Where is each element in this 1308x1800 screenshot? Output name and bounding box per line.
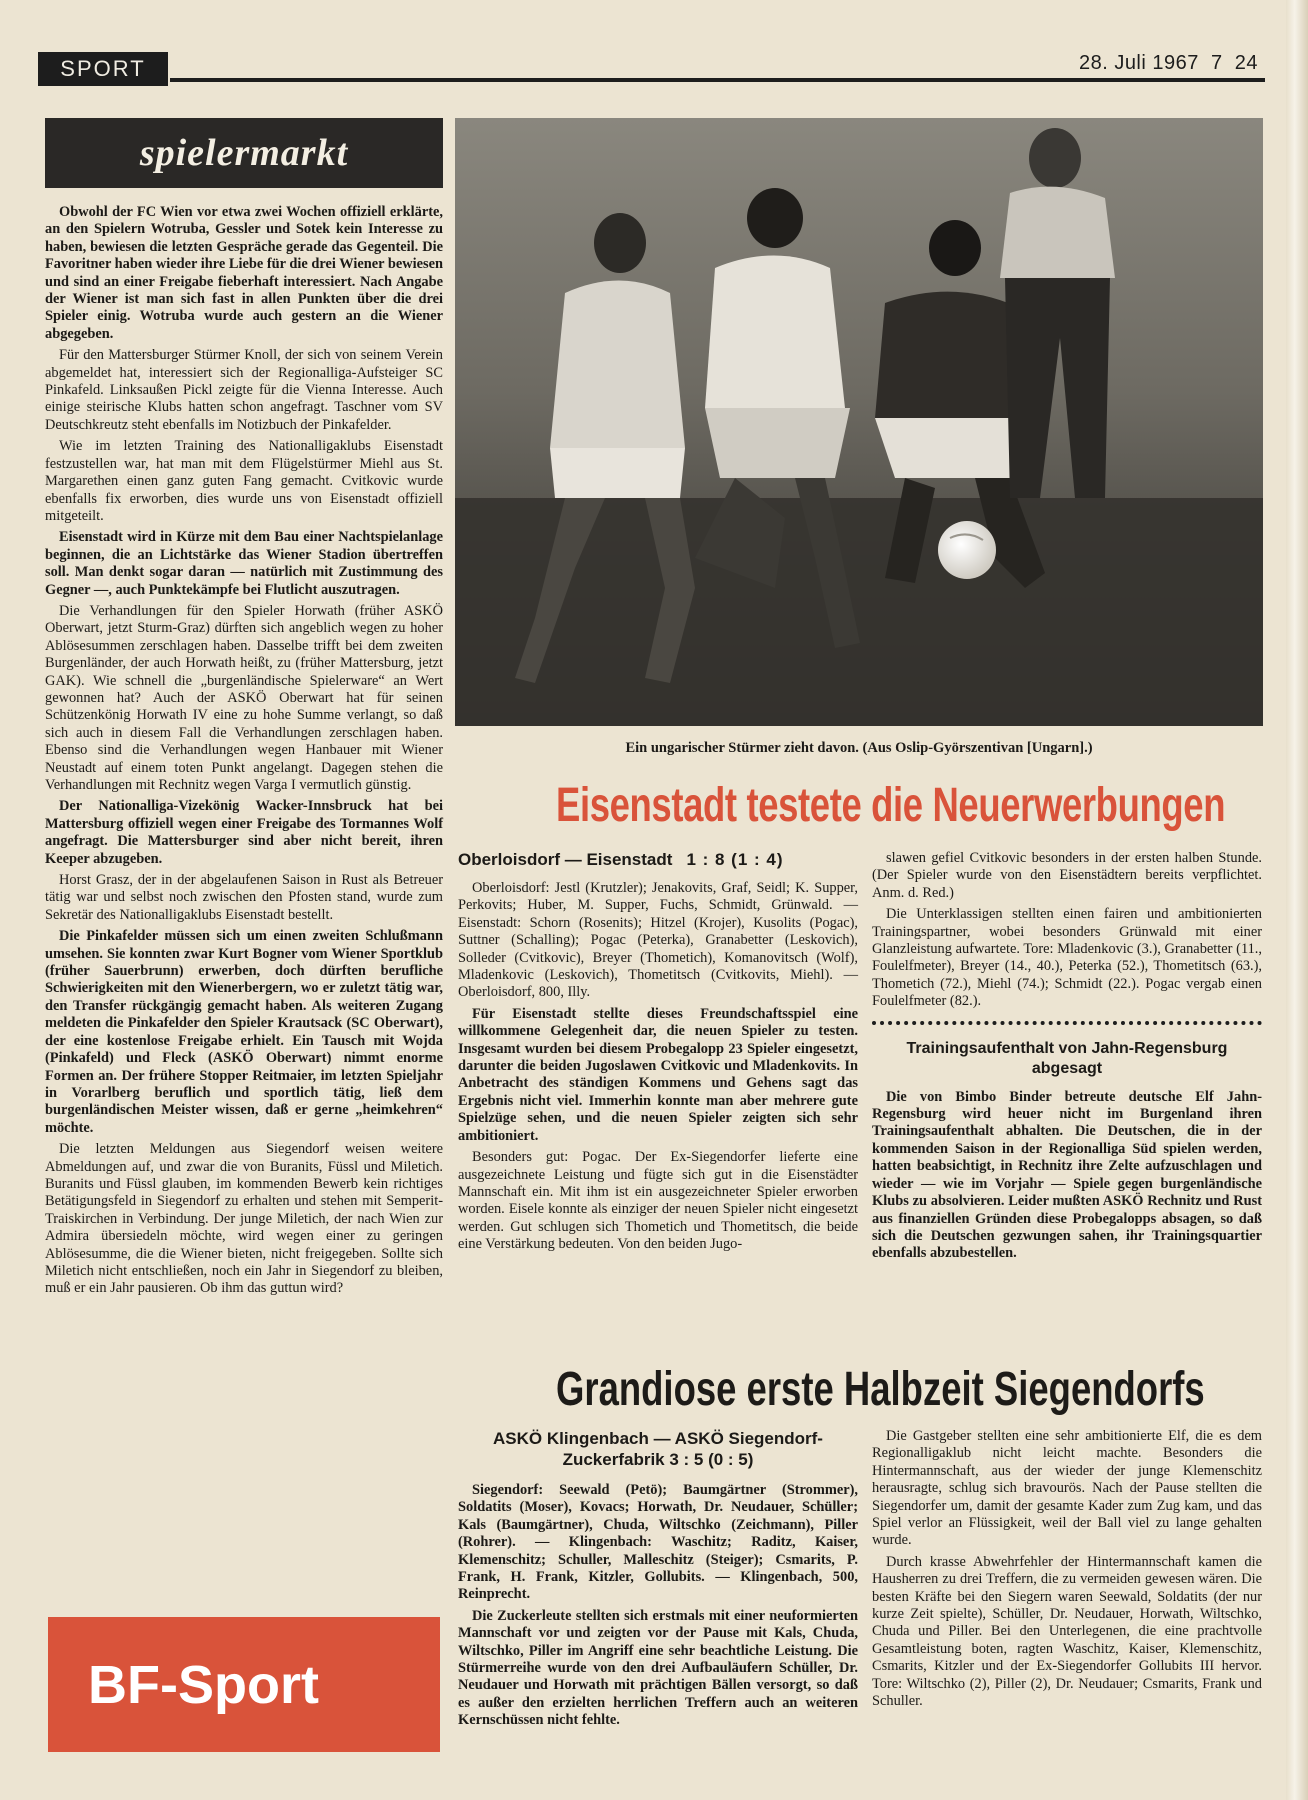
paragraph: Die Zuckerleute stellten sich erstmals mit einer neuformierten Mannschaft vor und zeigten vor der Pause mit Kals, Chuda, Wiltschko, Piller im Angriff eine sehr beachtliche Leistung. Die Stürmerreihe wurde von den drei Aufbauläufern Schüller, Dr. Neudauer und Horwath mit prächtigen Bällen versorgt, so daß es außer den erzielten herrlichen Treffern auch an weiteren Kernschüssen nicht fehlte. [458, 1607, 858, 1729]
spielermarkt-column [45, 118, 443, 1302]
paragraph: Horst Grasz, der in der abgelaufenen Saison in Rust als Betreuer tätig war und selbst noch zwischen den Pfosten stand, wurde zum Sekretär des Nationalligaklubs Eisenstadt bestellt. [45, 872, 443, 923]
section-tag: SPORT [38, 52, 168, 86]
article1-column-1 [458, 850, 858, 1258]
paragraph: Für Eisenstadt stellte dieses Freundschaftsspiel eine willkommene Gelegenheit dar, die neuen Spieler zu testen. Insgesamt wurden bei diesem Probegalopp 23 Spieler eingesetzt, darunter die beiden Jugoslawen Cvitkovic und Mladenkovits. In Anbetracht des ständigen Kommens und Gehens sagt das Ergebnis nicht viel. Immerhin konnte man aber mehrere gute Spielzüge sehen, und die neuen Spieler zeigten sich sehr ambitioniert. [458, 1005, 858, 1144]
article3-body-2 [872, 1428, 1262, 1711]
dotted-divider [872, 1021, 1262, 1025]
match-line-1: ASKÖ Klingenbach — ASKÖ Siegendorf- [493, 1429, 823, 1448]
paragraph: Eisenstadt wird in Kürze mit dem Bau einer Nachtspielanlage beginnen, die an Lichtstärke das Wiener Stadion übertreffen soll. Man denkt sogar daran — natürlich mit Zustimmung des Gegner —, auch Punktekämpfe bei Flutlicht auszutragen. [45, 529, 443, 598]
page-marker: 7 [1211, 52, 1223, 74]
article3-column-2 [872, 1428, 1262, 1715]
paragraph: Oberloisdorf: Jestl (Krutzler); Jenakovits, Graf, Seidl; K. Supper, Perkovits; Huber, M. Supper, Fuchs, Schmidt, Grünwald. — Eisenstadt: Schorn (Rosenits); Hitzel (Krojer), Kusolits (Pogac), Suttner (Schalling); Pogac (Peterka), Granabetter (Leskovich), Solleder (Cvitkovic), Breyer (Thometich), Komanovitsch (Wolf), Mladenkovic (Leskovich), Thometitsch (Cvitkovits, Miehl). — Oberloisdorf, 800, Illy. [458, 880, 858, 1001]
article3-column-1 [458, 1428, 858, 1734]
article1-body-2 [872, 850, 1262, 1011]
paragraph: Wie im letzten Training des Nationalligaklubs Eisenstadt festzustellen war, hat man mit dem Flügelstürmer Miehl aus St. Margarethen einen ganz guten Fang gemacht. Cvitkovic wurde ebenfalls fix erworben, dies wurde uns von Eisenstadt offiziell mitgeteilt. [45, 438, 443, 524]
paragraph: slawen gefiel Cvitkovic besonders in der ersten halben Stunde. (Der Spieler wurde von den Eisenstädtern bereits verpflichtet. Anm. d. Red.) [872, 850, 1262, 901]
paragraph: Siegendorf: Seewald (Petö); Baumgärtner (Strommer), Soldatits (Moser), Kovacs; Horwath, Dr. Neudauer, Schüller; Kals (Baumgärtner), Chuda, Wiltschko (Zeichmann), Piller (Rohrer). — Klingenbach: Waschitz; Raditz, Kaiser, Klemenschitz; Schuller, Malleschitz (Steiger); Csmarits, P. Frank, H. Frank, Kitzler, Gollubits. — Klingenbach, 500, Reinprecht. [458, 1482, 858, 1603]
page-binding-edge [1286, 0, 1308, 1800]
header-date [1079, 52, 1258, 75]
match-score-block [458, 1428, 858, 1470]
match-photo [455, 118, 1263, 726]
spielermarkt-heading [45, 118, 443, 188]
paragraph: Die Unterklassigen stellten einen fairen und ambitionierten Trainingspartner, wobei besonders Grünwald mit einer Glanzleistung aufwartete. Tore: Mladenkovic (3.), Granabetter (11., Foulelfmeter), Breyer (14., 40.), Peterka (52.), Thometitsch (63.), Thometich (72.), Miehl (74.); Schmidt (22.). Pogac vergab einen Foulelfmeter (82.). [872, 906, 1262, 1010]
photo-illustration [455, 118, 1263, 726]
paragraph: Für den Mattersburger Stürmer Knoll, der sich von seinem Verein abgemeldet hat, interessiert sich der Regionalliga-Aufsteiger SC Pinkafeld. Linksaußen Pickl zeigte für die Vienna Interesse. Auch einige steirische Klubs hatten schon angefragt. Taschner vom SV Deutschkreutz steht ebenfalls im Notizbuch der Pinkafelder. [45, 347, 443, 433]
headline-siegendorf: Grandiose erste Halbzeit Siegendorfs [556, 1363, 1205, 1416]
match-line-2: Zuckerfabrik 3 : 5 (0 : 5) [562, 1450, 754, 1469]
headline-regensburg: Trainingsaufenthalt von Jahn-Regensburg abgesagt [906, 1039, 1228, 1077]
headline-eisenstadt: Eisenstadt testete die Neuerwerbungen [556, 779, 1226, 832]
paragraph: Die Pinkafelder müssen sich um einen zweiten Schlußmann umsehen. Sie konnten zwar Kurt Bogner vom Wiener Sportklub (früher Sauerbrunn) erwerben, doch dürften berufliche Schwierigkeiten mit den Wienerbergern, wo er zuletzt tätig war, den Transfer rückgängig gemacht haben. Als weiteren Zugang meldeten die Pinkafelder den Spieler Krautsack (SC Oberwart), der eine kostenlose Freigabe erhielt. Ein Tausch mit Wojda (Pinkafeld) und Fleck (ASKÖ Oberwart) nimmt enorme Formen an. Der frühere Stopper Reitmaier, im letzten Spieljahr in Vorarlberg beruflich und sportlich tätig, ließ dem burgenländischen Meister wissen, daß er gerne „heimkehren“ möchte. [45, 928, 443, 1136]
bf-sport-banner [48, 1617, 440, 1752]
paragraph: Obwohl der FC Wien vor etwa zwei Wochen offiziell erklärte, an den Spielern Wotruba, Gessler und Sotek kein Interesse zu haben, bewiesen die letzten Gespräche gerade das Gegenteil. Die Favoritner haben wieder ihre Liebe für die drei Wiener bewiesen und sind an einer Freigabe fieberhaft interessiert. Nach Angabe der Wiener ist man sich fast in allen Punkten über die drei Spieler einig. Wotruba wurde auch gestern an die Wiener abgegeben. [45, 204, 443, 342]
spielermarkt-body [45, 204, 443, 1298]
paragraph: Der Nationalliga-Vizekönig Wacker-Innsbruck hat bei Mattersburg offiziell wegen einer Freigabe des Tormannes Wolf angefragt. Die Mattersburger sind aber nicht bereit, ihren Keeper abzugeben. [45, 798, 443, 867]
paragraph: Besonders gut: Pogac. Der Ex-Siegendorfer lieferte eine ausgezeichnete Leistung und fügte sich gut in die Eisenstädter Mannschaft ein. Mit ihm ist ein ausgezeichneter Spieler erworben worden. Eisele konnte als einziger der neuen Spieler nicht eingesetzt werden. Gut schlugen sich Thometich und Thometitsch, die beide eine Verstärkung bedeuten. Von den beiden Jugo- [458, 1149, 858, 1253]
article1-column-2 [872, 850, 1262, 1267]
paragraph: Die letzten Meldungen aus Siegendorf weisen weitere Abmeldungen auf, und zwar die von Buranits, Füssl und Miletich. Buranits und Füssl glauben, im kommenden Bewerb kein richtiges Betätigungsfeld in Siegendorf zu erhalten und stehen mit Semperit-Traiskirchen in Verbindung. Der junge Miletich, der nach Wien zur Admira übersiedeln möchte, wird wegen einer zu geringen Ablösesumme, die die Wiener bieten, nicht freigegeben. Sollte sich Miletich nicht entschließen, noch ein Jahr in Siegendorf zu bleiben, muß er ein Jahr pausieren. Ob ihm das guttun wird? [45, 1141, 443, 1297]
paragraph: Durch krasse Abwehrfehler der Hintermannschaft kamen die Hausherren zu drei Treffern, die zu vermeiden gewesen wären. Die besten Kräfte bei den Siegern waren Seewald, Soldatits (der nur kurze Zeit spielte), Schüller, Dr. Neudauer, Horwath, Wiltschko, Chuda und Piller. Bei den Unterlegenen, die eine prachtvolle Gesamtleistung boten, ragten Waschitz, Kaiser, Klemenschitz, Csmarits, Kitzler und der Ex-Siegendorfer Gollubits III hervor. Tore: Wiltschko (2), Piller (2), Dr. Neudauer; Csmarits, Frank und Schuller. [872, 1553, 1262, 1710]
article2-body: Die von Bimbo Binder betreute deutsche Elf Jahn-Regensburg wird heuer nicht im Burgenland ihren Trainingsaufenthalt abhalten. Die Deutschen, die in der kommenden Saison in der Regionalliga Süd spielen werden, hatten beabsichtigt, in Rechnitz ihre Zelte aufzuschlagen und wieder — wie im Vorjahr — Spiele gegen burgenländische Klubs zu absolvieren. Leider mußten ASKÖ Rechnitz und Rust aus finanziellen Gründen diese Probegalopps absagen, so daß sich die Deutschen gezwungen sahen, ihr Trainingsquartier ebenfalls abzubestellen. [872, 1088, 1262, 1262]
paragraph: Die Verhandlungen für den Spieler Horwath (früher ASKÖ Oberwart, jetzt Sturm-Graz) dürften sich angeblich wegen zu hoher Ablösesummen zerschlagen haben. Dasselbe trifft bei dem zweiten Burgenländer, der auch Horwath heißt, zu (früher Mattersburg, jetzt GAK). Wie schnell die „burgenländische Spielerware“ an Wert gewonnen hat? Auch der ASKÖ Oberwart hat für seinen Schützenkönig Horwath IV eine zu hohe Summe verlangt, so daß sich auch in diesem Fall die Verhandlungen zerschlagen haben. Ebenso sind die Verhandlungen wegen Hanbauer mit Wiener Neustadt auf einem toten Punkt angelangt. Dagegen stehen die Verhandlungen mit Rechnitz wegen Varga I vermutlich günstig. [45, 602, 443, 793]
issue-date: 28. Juli 1967 [1078, 52, 1199, 74]
bf-sport-logo: BF-Sport [88, 1654, 319, 1715]
match-score: 1 : 8 (1 : 4) [686, 850, 784, 869]
article1-body-1 [458, 880, 858, 1254]
page-number: 24 [1234, 52, 1258, 74]
paragraph: Die Gastgeber stellten eine sehr ambitionierte Elf, die es dem Regionalligaklub nicht leicht machte. Besonders die Hintermannschaft, aus der wieder der junge Klemenschitz herausragte, schlug sich bravourös. Nach der Pause stellten die Siegendorfer um, damit der gesamte Kader zum Zug kam, und das Spiel verlor an Flüssigkeit, weil der Ball viel zu lange gehalten wurde. [872, 1428, 1262, 1549]
photo-caption: Ein ungarischer Stürmer zieht davon. (Aus Oslip-Györszentivan [Ungarn].) [625, 740, 1093, 756]
article3-body-1 [458, 1482, 858, 1730]
header-rule [170, 78, 1265, 82]
match-teams: Oberloisdorf — Eisenstadt [458, 850, 673, 869]
match-score-line [458, 850, 858, 870]
spielermarkt-title: spielermarkt [139, 132, 349, 174]
